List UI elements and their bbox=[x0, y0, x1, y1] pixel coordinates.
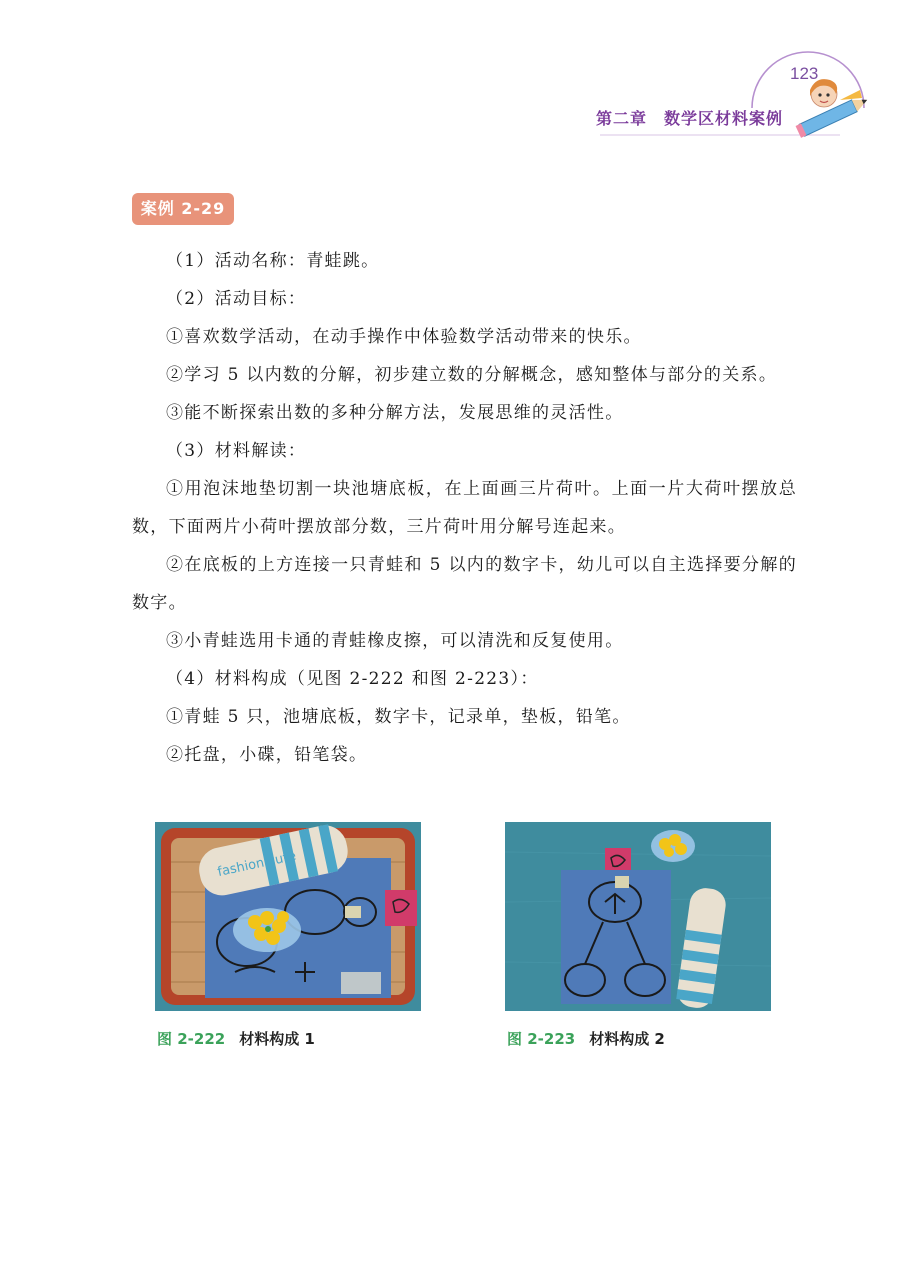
paragraph-material-2: ②在底板的上方连接一只青蛙和 5 以内的数字卡，幼儿可以自主选择要分解的数字。 bbox=[132, 555, 797, 613]
figure-2-223 bbox=[505, 822, 771, 1052]
page-number: 123 bbox=[790, 64, 819, 83]
pouch-text: fashion cute bbox=[216, 848, 298, 881]
figure-number: 图 2-223 bbox=[507, 1030, 576, 1048]
chapter-title: 第二章 数学区材料案例 bbox=[596, 109, 784, 128]
paragraph-goal-1: ①喜欢数学活动，在动手操作中体验数学活动带来的快乐。 bbox=[166, 327, 642, 347]
page-header bbox=[0, 0, 900, 140]
figure-caption-1 bbox=[157, 1028, 315, 1049]
girl-with-pencil-icon bbox=[790, 70, 870, 138]
paragraph-goal-2: ②学习 5 以内数的分解，初步建立数的分解概念，感知整体与部分的关系。 bbox=[166, 365, 778, 385]
materials-photo-2 bbox=[505, 822, 771, 1011]
paragraph-activity-name: （1）活动名称：青蛙跳。 bbox=[166, 251, 380, 271]
figure-caption-text: 材料构成 1 bbox=[239, 1030, 315, 1048]
paragraph-composition-1: ①青蛙 5 只，池塘底板，数字卡，记录单，垫板，铅笔。 bbox=[166, 707, 631, 727]
paragraph-material-3: ③小青蛙选用卡通的青蛙橡皮擦，可以清洗和反复使用。 bbox=[166, 631, 624, 651]
paragraph-composition-2: ②托盘，小碟，铅笔袋。 bbox=[166, 745, 368, 765]
figure-2-222 bbox=[155, 822, 421, 1052]
figure-caption-text: 材料构成 2 bbox=[589, 1030, 665, 1048]
paragraph-goal-3: ③能不断探索出数的多种分解方法，发展思维的灵活性。 bbox=[166, 403, 624, 423]
case-label-badge: 案例 2-29 bbox=[132, 193, 234, 225]
figure-number: 图 2-222 bbox=[157, 1030, 226, 1048]
materials-photo-1 bbox=[155, 822, 421, 1011]
activity-description bbox=[132, 242, 797, 774]
paragraph-materials-heading: （3）材料解读： bbox=[166, 441, 307, 461]
paragraph-goals-heading: （2）活动目标： bbox=[166, 289, 307, 309]
paragraph-composition-heading: （4）材料构成（见图 2-222 和图 2-223）： bbox=[166, 669, 539, 689]
paragraph-material-1: ①用泡沫地垫切割一块池塘底板，在上面画三片荷叶。上面一片大荷叶摆放总数，下面两片小荷叶摆放部分数，三片荷叶用分解号连起来。 bbox=[132, 479, 797, 537]
figure-caption-2 bbox=[507, 1028, 665, 1049]
